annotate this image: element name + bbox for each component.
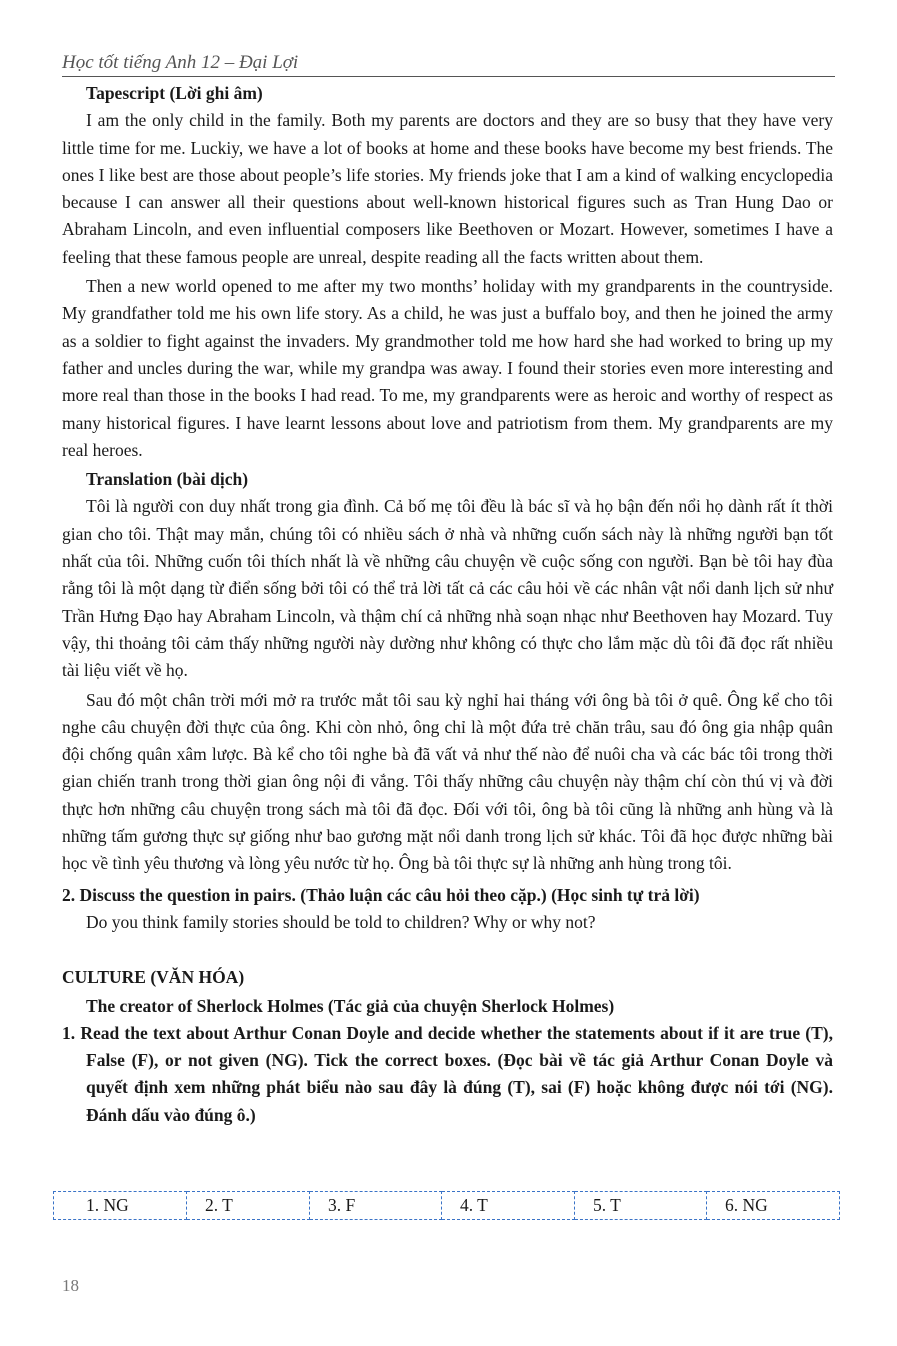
page-content — [62, 80, 833, 1129]
culture-heading: CULTURE (VĂN HÓA) — [62, 967, 245, 988]
culture-subheading: The creator of Sherlock Holmes (Tác giả của chuyện Sherlock Holmes) — [86, 995, 615, 1016]
answer-table — [53, 1191, 840, 1220]
tapescript-heading: Tapescript (Lời ghi âm) — [86, 83, 263, 103]
translation-paragraph-1: Tôi là người con duy nhất trong gia đình. Cả bố mẹ tôi đều là bác sĩ và họ bận đến nổi họ dành rất ít thời gian cho tôi. Thật may mắn, chúng tôi có nhiều sách ở nhà và những cuốn sách này là những người bạn tốt nhất của tôi. Những cuốn tôi thích nhất là về những câu chuyện về cuộc sống con người. Bạn bè tôi hay đùa rằng tôi là một dạng từ điển sống bởi tôi có thể trả lời tất cả các câu hỏi về các nhân vật nổi danh lịch sử như Trần Hưng Đạo hay Abraham Lincoln, và thậm chí cả những nhà soạn nhạc như Beethoven hay Mozard. Tuy vậy, thi thoảng tôi cảm thấy những người này dường như không có thực cho lắm mặc dù tôi đã đọc rất nhiều tài liệu viết về họ. — [62, 496, 833, 681]
answer-row — [54, 1192, 840, 1220]
discuss-task-title: 2. Discuss the question in pairs. (Thảo luận các câu hỏi theo cặp.) (Học sinh tự trả lời) — [62, 884, 700, 905]
tapescript-paragraph-2: Then a new world opened to me after my two months’ holiday with my grandparents in the countryside. My grandfather told me his own life story. As a child, he was just a buffalo boy, and then he joined the army as a soldier to fight against the invaders. My grandmother told me how hard she had worked to bring up my father and uncles during the war, while my grandpa was away. I found their stories even more interesting and more real than those in the books I had read. To me, my grandparents were as heroic and worthy of respect as many historical figures. I have learnt lessons about love and patriotism from them. My grandparents are my real heroes. — [62, 276, 833, 460]
answer-cell-6: 6. NG — [707, 1192, 840, 1220]
running-header: Học tốt tiếng Anh 12 – Đại Lợi — [62, 52, 835, 77]
culture-task-instructions: 1. Read the text about Arthur Conan Doyle and decide whether the statements about if it are true (T), False (F), or not given (NG). Tick the correct boxes. (Đọc bài về tác giả Arthur Conan Doyle và quyết định xem những phát biểu nào sau đây là đúng (T), sai (F) hoặc không được nói tới (NG). Đánh dấu vào đúng ô.) — [62, 1022, 833, 1125]
discuss-question: Do you think family stories should be told to children? Why or why not? — [86, 911, 596, 932]
answer-cell-1: 1. NG — [54, 1192, 187, 1220]
tapescript-paragraph-1: I am the only child in the family. Both my parents are doctors and they are so busy that they have very little time for me. Luckiy, we have a lot of books at home and these books have become my best friends. The ones I like best are those about people’s life stories. My friends joke that I am a kind of walking encyclopedia because I can answer all their questions about well-known historical figures such as Tran Hung Dao or Abraham Lincoln, and even influential composers like Beethoven or Mozart. However, sometimes I have a feeling that these famous people are unreal, despite reading all the facts written about them. — [62, 110, 833, 267]
page-number: 18 — [62, 1276, 79, 1295]
answer-cell-2: 2. T — [187, 1192, 310, 1220]
translation-heading: Translation (bài dịch) — [86, 469, 249, 490]
answer-cell-4: 4. T — [442, 1192, 575, 1220]
answer-cell-5: 5. T — [575, 1192, 707, 1220]
translation-paragraph-2: Sau đó một chân trời mới mở ra trước mắt tôi sau kỳ nghỉ hai tháng với ông bà tôi ở quê. Ông kể cho tôi nghe câu chuyện đời thực của ông. Khi còn nhỏ, ông chỉ là một đứa trẻ chăn trâu, sau đó ông gia nhập quân đội chống quân xâm lược. Bà kể cho tôi nghe bà đã vất vả như thế nào để nuôi cha và các bác tôi trong thời gian chiến tranh trong thời gian ông nội đi vắng. Tôi thấy những câu chuyện này thậm chí còn thú vị và đời thực hơn những câu chuyện trong sách mà tôi đã đọc. Đối với tôi, ông bà tôi cũng là những anh hùng và là những tấm gương thực sự giống như bao gương mặt nổi danh trong lịch sử khác. Tôi đã học được những bài học về tình yêu thương và lòng yêu nước từ họ. Ông bà tôi thực sự là những anh hùng trong tôi. — [62, 689, 833, 874]
answer-cell-3: 3. F — [310, 1192, 442, 1220]
